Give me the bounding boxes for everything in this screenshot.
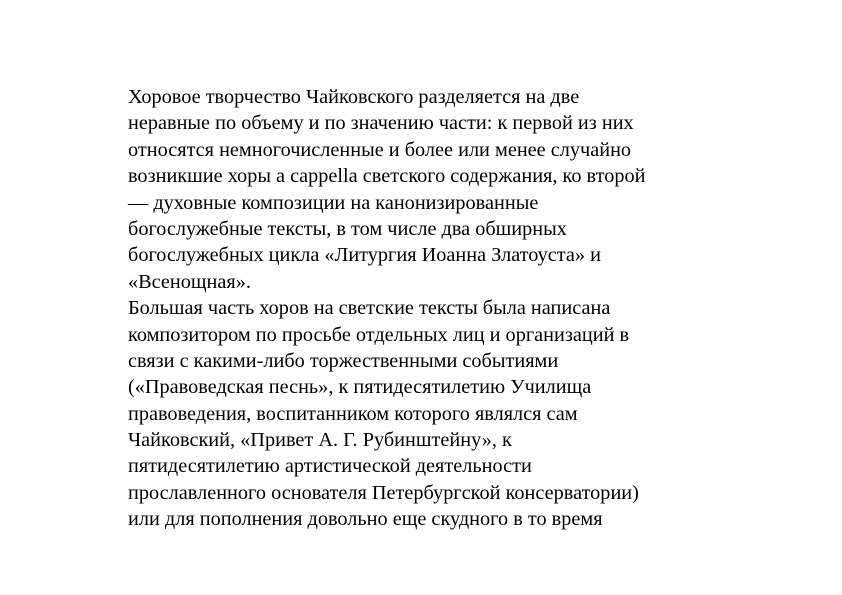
text-line: композитором по просьбе отдельных лиц и организаций в [128, 323, 630, 346]
text-line: богослужебных цикла «Литургия Иоанна Златоуста» и [128, 244, 601, 267]
text-line: пятидесятилетию артистической деятельности [128, 455, 532, 478]
text-line: богослужебные тексты, в том числе два обширных [128, 217, 567, 240]
text-line: относятся немногочисленные и более или менее случайно [128, 138, 632, 161]
text-line: неравные по объему и по значению части: к первой из них [128, 112, 634, 135]
body-text [128, 84, 728, 533]
text-line: «Всенощная». [128, 270, 251, 293]
text-line: — духовные композиции на канонизированные [128, 191, 539, 214]
text-line: прославленного основателя Петербургской консерватории) [128, 481, 639, 504]
text-line: Чайковский, «Привет А. Г. Рубинштейну», к [128, 429, 512, 452]
text-line: Большая часть хоров на светские тексты была написана [128, 297, 611, 320]
text-line: Хоровое творчество Чайковского разделяется на две [128, 86, 580, 108]
text-line: возникшие хоры a cappella светского содержания, ко второй [128, 165, 646, 188]
text-line: правоведения, воспитанником которого являлся сам [128, 402, 578, 425]
text-line: связи с какими-либо торжественными событиями [128, 349, 559, 372]
text-line: или для пополнения довольно еще скудного в то время [128, 508, 603, 531]
text-line: («Правоведская песнь», к пятидесятилетию Училища [128, 376, 592, 399]
